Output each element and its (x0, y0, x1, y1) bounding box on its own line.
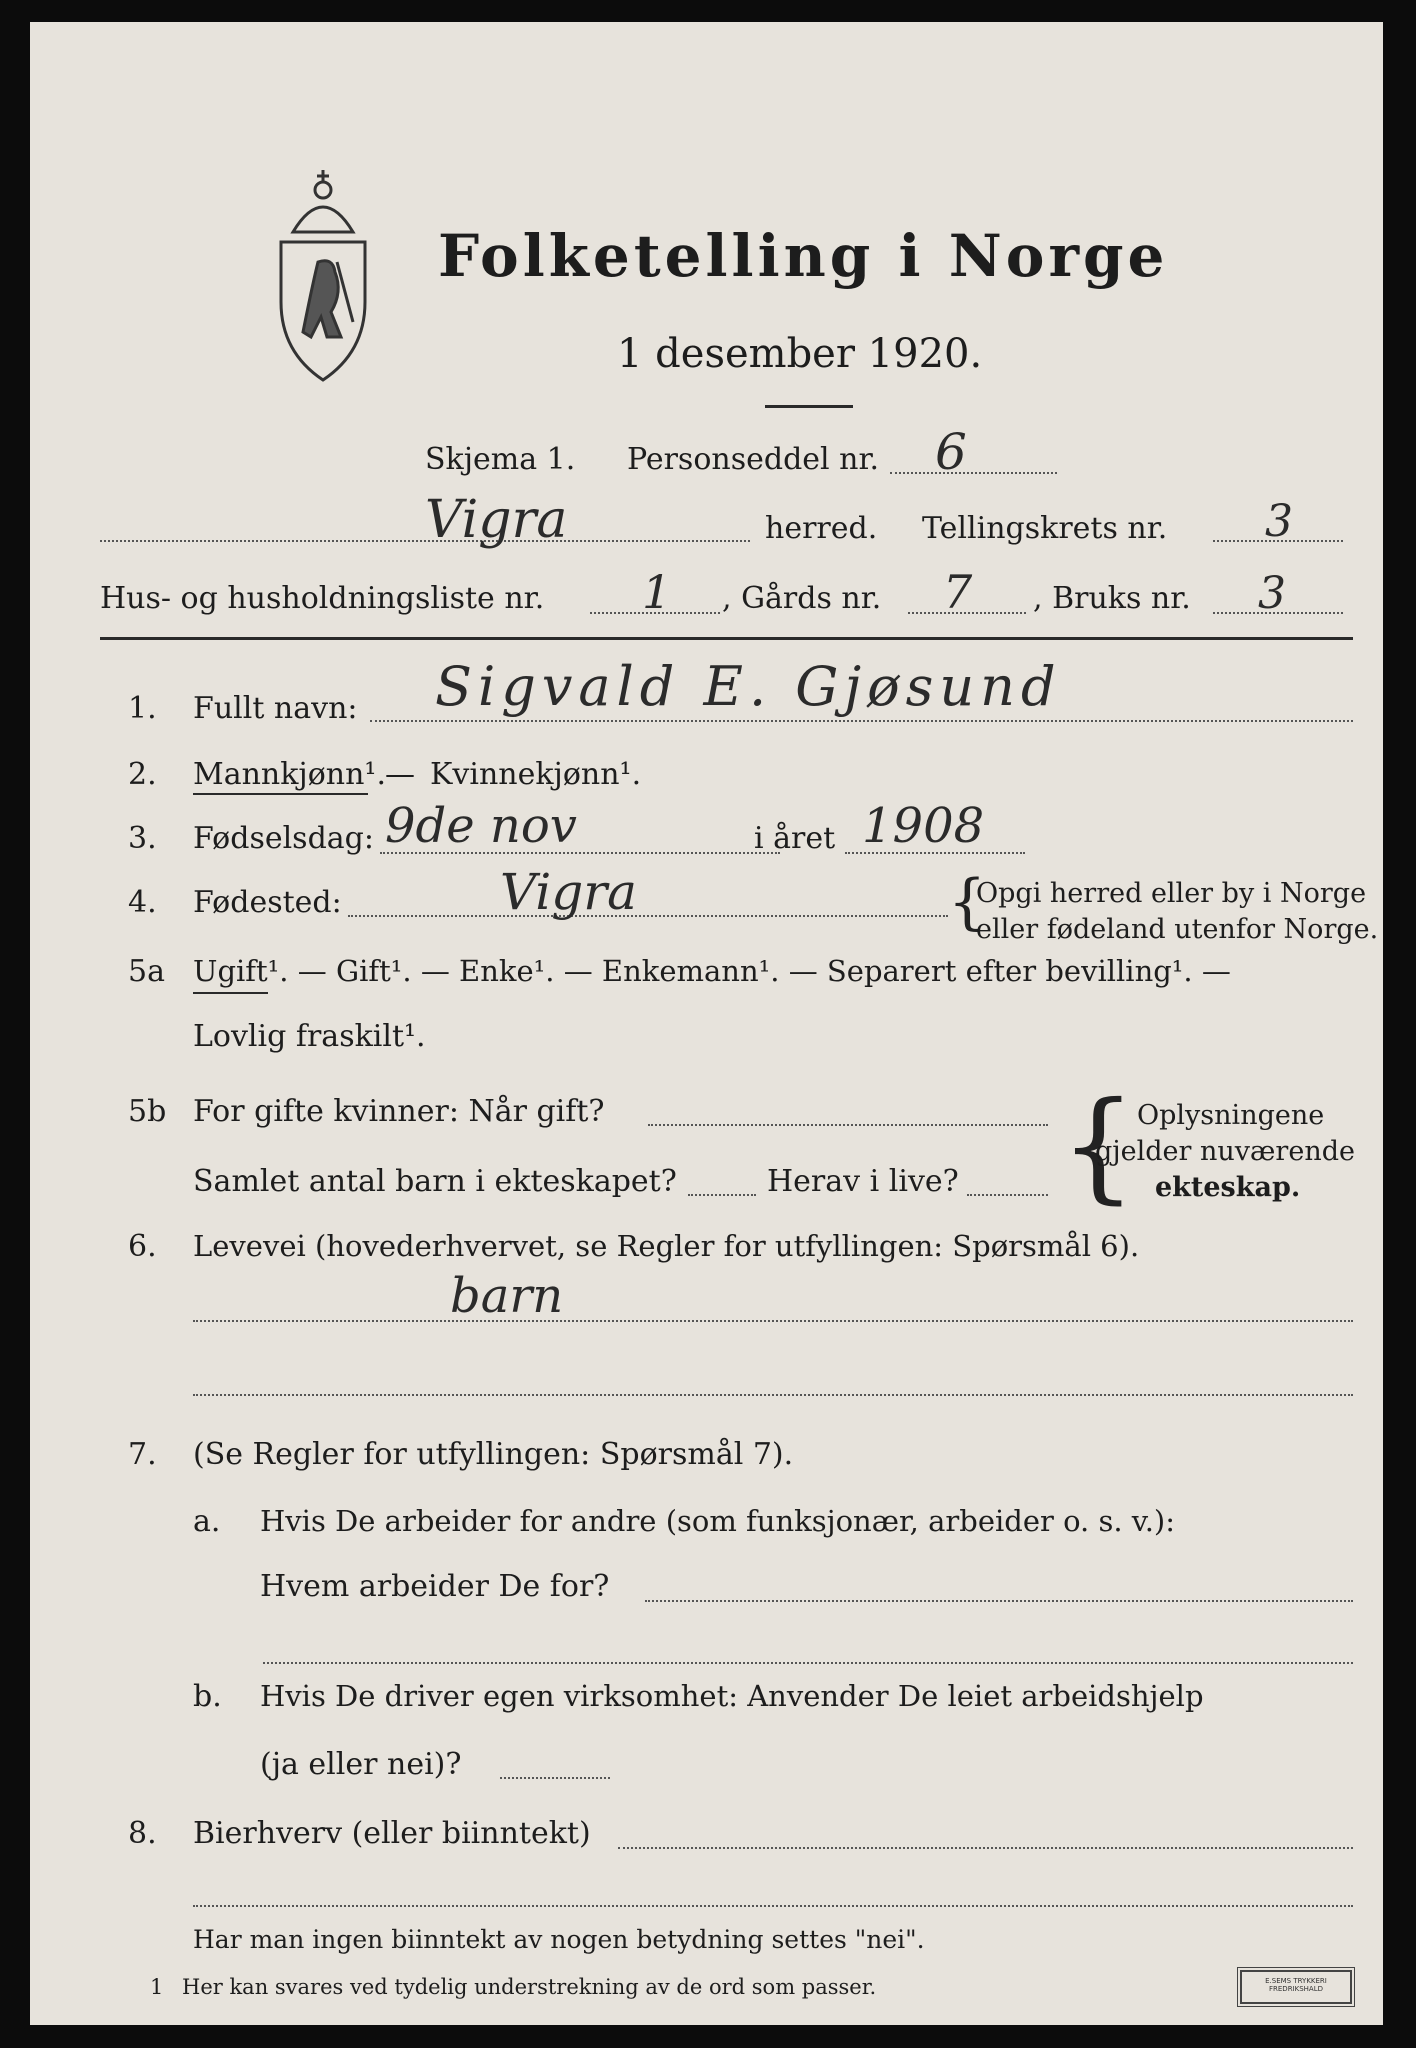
q6-occupation-value[interactable]: barn (450, 1268, 564, 1324)
q6-line2 (193, 1394, 1353, 1396)
q6-text: Levevei (hovederhvervet, se Regler for utfyllingen: Spørsmål 6). (193, 1229, 1140, 1263)
q5a-ugift-underline (193, 992, 268, 994)
q4-note-brace: { (948, 867, 987, 937)
q5b-note2: gjelder nuværende (1095, 1136, 1355, 1167)
q5b-line1: For gifte kvinner: Når gift? (193, 1094, 605, 1129)
q8-text: Bierhverv (eller biinntekt) (193, 1816, 591, 1851)
footer-note: Har man ingen biinntekt av nogen betydning settes "nei". (193, 1925, 925, 1954)
herred-label: herred. (765, 511, 878, 546)
q8-line1 (618, 1847, 1353, 1849)
header-separator (100, 637, 1353, 640)
norwegian-coat-of-arms-icon (263, 162, 383, 387)
q7a-letter: a. (193, 1504, 221, 1539)
footnote-text: Her kan svares ved tydelig understrekning av de ord som passer. (182, 1975, 877, 1999)
tellingskrets-label: Tellingskrets nr. (922, 511, 1168, 546)
printer-stamp-line1: E.SEMS TRYKKERI (1265, 1977, 1327, 1985)
q6-number: 6. (128, 1229, 157, 1264)
q5a-divorced-option[interactable]: Lovlig fraskilt¹. (193, 1019, 426, 1054)
footnote-mark: 1 (150, 1975, 164, 1999)
q3-number: 3. (128, 821, 157, 856)
q1-number: 1. (128, 691, 157, 726)
q1-line (370, 720, 1353, 722)
q7b-text: Hvis De driver egen virksomhet: Anvender De leiet arbeidshjelp (260, 1679, 1204, 1713)
gards-value[interactable]: 7 (943, 565, 973, 619)
q3-year-label: i året (754, 821, 836, 856)
q1-label: Fullt navn: (193, 691, 358, 726)
q5b-married-line (648, 1124, 1048, 1126)
q6-line1 (193, 1320, 1353, 1322)
q4-birthplace-value[interactable]: Vigra (500, 863, 637, 921)
form-title: Folketelling i Norge (438, 222, 1169, 290)
q5b-note-brace: { (1060, 1077, 1137, 1216)
q3-label: Fødselsdag: (193, 821, 374, 856)
q4-note-line2: eller fødeland utenfor Norge. (976, 914, 1379, 945)
printer-stamp (1240, 1970, 1352, 2004)
q8-number: 8. (128, 1816, 157, 1851)
q4-note-line1: Opgi herred eller by i Norge (976, 878, 1367, 909)
q2-separator: — (385, 757, 415, 792)
form-date: 1 desember 1920. (617, 331, 983, 377)
q2-number: 2. (128, 757, 157, 792)
q7a-text2: Hvem arbeider De for? (260, 1569, 610, 1604)
q2-male-option[interactable]: Mannkjønn¹. (193, 757, 386, 792)
gards-label: , Gårds nr. (722, 581, 882, 616)
q4-number: 4. (128, 885, 157, 920)
q3-year-value[interactable]: 1908 (862, 798, 985, 854)
q5b-note3: ekteskap. (1155, 1172, 1301, 1203)
census-form-page (30, 22, 1383, 2025)
q7b-text2: (ja eller nei)? (260, 1747, 462, 1782)
tellingskrets-value[interactable]: 3 (1265, 496, 1293, 547)
bruks-label: , Bruks nr. (1033, 581, 1191, 616)
printer-stamp-line2: FREDRIKSHALD (1268, 1985, 1323, 1993)
bruks-value[interactable]: 3 (1258, 568, 1286, 619)
q7a-extra-line (263, 1662, 1353, 1664)
q7b-answer-line (500, 1777, 610, 1779)
q5b-children-line (688, 1194, 756, 1196)
q7a-employer-line (645, 1600, 1353, 1602)
herred-value[interactable]: Vigra (425, 490, 568, 550)
q2-male-underline (193, 793, 368, 795)
q3-birthday-value[interactable]: 9de nov (385, 798, 577, 854)
q7-number: 7. (128, 1437, 157, 1472)
skjema-label: Skjema 1. (425, 442, 576, 477)
q5b-note1: Oplysningene (1137, 1100, 1325, 1131)
q8-line2 (193, 1905, 1353, 1907)
q7b-letter: b. (193, 1679, 222, 1714)
q7-text: (Se Regler for utfyllingen: Spørsmål 7). (193, 1437, 794, 1472)
q5b-line2a: Samlet antal barn i ekteskapet? (193, 1164, 677, 1199)
q5b-alive-line (967, 1194, 1048, 1196)
q2-female-option[interactable]: Kvinnekjønn¹. (430, 757, 642, 792)
q1-full-name-value[interactable]: Sigvald E. Gjøsund (435, 655, 1062, 718)
personseddel-value[interactable]: 6 (935, 423, 967, 481)
q5a-status-options[interactable]: Ugift¹. — Gift¹. — Enke¹. — Enkemann¹. — Separert efter bevilling¹. — (193, 954, 1231, 988)
title-divider (765, 405, 853, 408)
q4-label: Fødested: (193, 885, 342, 920)
q4-line (348, 915, 948, 917)
q5b-line2b: Herav i live? (767, 1164, 959, 1199)
q7a-text: Hvis De arbeider for andre (som funksjonær, arbeider o. s. v.): (260, 1504, 1176, 1538)
husliste-label: Hus- og husholdningsliste nr. (100, 581, 545, 616)
q5a-number: 5a (128, 954, 165, 989)
personseddel-line (890, 472, 1057, 474)
husliste-value[interactable]: 1 (642, 565, 672, 619)
q5b-number: 5b (128, 1094, 167, 1129)
personseddel-label: Personseddel nr. (627, 442, 880, 477)
